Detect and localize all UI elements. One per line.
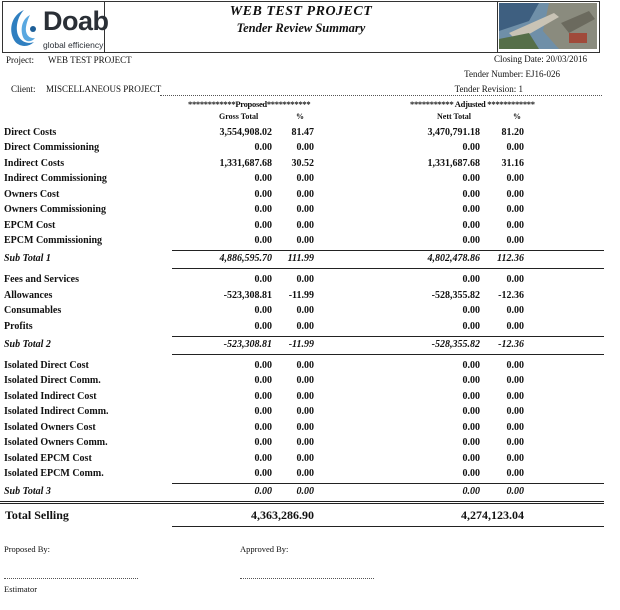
- gross-pct-cell: 81.47: [291, 127, 314, 138]
- nett-pct-cell: 0.00: [506, 468, 524, 479]
- gross-pct-cell: 0.00: [296, 422, 314, 433]
- gross-pct-cell: -11.99: [288, 290, 314, 301]
- nett-pct-cell: 0.00: [506, 437, 524, 448]
- approved-by-label: Approved By:: [240, 544, 289, 554]
- gross-pct-cell: 0.00: [296, 142, 314, 153]
- row-label: Isolated Indirect Cost: [4, 391, 97, 402]
- gross-total-cell: 0.00: [254, 453, 272, 464]
- company-logo: [3, 2, 109, 52]
- gross-pct-cell: 0.00: [296, 235, 314, 246]
- proposed-signature-line: [4, 578, 138, 579]
- table-row: [0, 142, 620, 157]
- table-row: [0, 220, 620, 235]
- row-label: Owners Commissioning: [4, 204, 106, 215]
- total-double-rule: [0, 501, 604, 504]
- row-label: EPCM Cost: [4, 220, 56, 231]
- table-row: [0, 235, 620, 250]
- report-title: WEB TEST PROJECT: [229, 4, 373, 19]
- gross-pct-cell: 0.00: [296, 220, 314, 231]
- nett-total-cell: 0.00: [462, 391, 480, 402]
- row-label: Indirect Costs: [4, 158, 65, 169]
- gross-total-cell: 1,331,687.68: [219, 158, 272, 169]
- nett-pct-cell: 0.00: [506, 375, 524, 386]
- table-row: [0, 321, 620, 336]
- gross-total-cell: 0.00: [254, 321, 272, 332]
- gross-pct-cell: 0.00: [296, 173, 314, 184]
- nett-total-cell: 0.00: [462, 422, 480, 433]
- tender-number: Tender Number: EJ16-026: [464, 69, 560, 79]
- proposed-banner: ************Proposed***********: [188, 99, 311, 109]
- gross-pct-cell: 0.00: [296, 360, 314, 371]
- gross-total-cell: 0.00: [254, 235, 272, 246]
- row-label: Isolated Indirect Comm.: [4, 406, 109, 417]
- nett-total-cell: 0.00: [462, 220, 480, 231]
- client-value: MISCELLANEOUS PROJECT: [46, 84, 162, 94]
- nett-total-cell: 0.00: [462, 142, 480, 153]
- report-header: [2, 1, 600, 53]
- gross-pct-cell: 0.00: [296, 391, 314, 402]
- subtotal-row: [0, 253, 620, 268]
- nett-total-cell: 0.00: [462, 437, 480, 448]
- gross-pct-cell: 0.00: [296, 486, 314, 497]
- table-row: [0, 391, 620, 406]
- table-row: [0, 375, 620, 390]
- gross-total-cell: 0.00: [254, 360, 272, 371]
- nett-pct-cell: -12.36: [498, 339, 524, 350]
- table-row: [0, 189, 620, 204]
- aerial-image-icon: [499, 3, 597, 49]
- approved-signature-line: [240, 578, 374, 579]
- row-label: Sub Total 2: [4, 339, 51, 350]
- table-row: [0, 127, 620, 142]
- row-label: Owners Cost: [4, 189, 60, 200]
- nett-total-cell: 0.00: [462, 204, 480, 215]
- nett-pct-cell: 0.00: [506, 305, 524, 316]
- nett-pct-cell: 0.00: [506, 486, 524, 497]
- gross-total-cell: 0.00: [254, 391, 272, 402]
- total-underline: [172, 526, 604, 527]
- total-selling-label: Total Selling: [5, 508, 69, 522]
- adjusted-banner: *********** Adjusted ************: [410, 99, 535, 109]
- closing-date: Closing Date: 20/03/2016: [494, 54, 587, 64]
- nett-total-cell: 0.00: [462, 360, 480, 371]
- gross-pct-cell: 30.52: [291, 158, 314, 169]
- row-label: EPCM Commissioning: [4, 235, 103, 246]
- nett-pct-cell: 0.00: [506, 321, 524, 332]
- subtotal-rule: [172, 268, 604, 269]
- nett-pct-cell: -12.36: [498, 290, 524, 301]
- nett-total-cell: 4,802,478.86: [427, 253, 480, 264]
- gross-total-cell: -523,308.81: [223, 290, 272, 301]
- gross-pct-cell: 0.00: [296, 375, 314, 386]
- nett-pct-cell: 0.00: [506, 406, 524, 417]
- gross-pct-cell: 0.00: [296, 189, 314, 200]
- nett-total-cell: -528,355.82: [431, 339, 480, 350]
- client-label: Client:: [11, 84, 36, 94]
- project-label: Project:: [6, 55, 34, 65]
- row-label: Direct Commissioning: [4, 142, 100, 153]
- table-row: [0, 360, 620, 375]
- nett-total-cell: 0.00: [462, 453, 480, 464]
- logo-wordmark: Doab: [43, 6, 109, 36]
- row-label: Isolated Owners Comm.: [4, 437, 108, 448]
- site-aerial-photo: [497, 2, 599, 52]
- row-label: Isolated Direct Comm.: [4, 375, 101, 386]
- table-row: [0, 406, 620, 421]
- row-label: Consumables: [4, 305, 62, 316]
- nett-pct-cell: 0.00: [506, 391, 524, 402]
- nett-pct-cell: 31.16: [501, 158, 524, 169]
- table-row: [0, 274, 620, 289]
- total-nett-value: 4,274,123.04: [461, 508, 524, 522]
- gross-total-cell: 0.00: [254, 375, 272, 386]
- table-row: [0, 158, 620, 173]
- subtotal-row: [0, 486, 620, 501]
- gross-total-cell: 0.00: [254, 437, 272, 448]
- gross-total-cell: 0.00: [254, 142, 272, 153]
- row-label: Sub Total 3: [4, 486, 51, 497]
- nett-total-cell: 0.00: [462, 406, 480, 417]
- nett-total-cell: 0.00: [462, 235, 480, 246]
- gross-total-cell: 0.00: [254, 468, 272, 479]
- gross-total-cell: -523,308.81: [223, 339, 272, 350]
- nett-pct-cell: 0.00: [506, 235, 524, 246]
- nett-total-cell: 3,470,791.18: [427, 127, 480, 138]
- report-subtitle: Tender Review Summary: [236, 21, 366, 35]
- nett-pct-header: %: [513, 112, 521, 121]
- gross-total-cell: 3,554,908.02: [219, 127, 272, 138]
- gross-total-cell: 0.00: [254, 189, 272, 200]
- estimator-label: Estimator: [4, 584, 38, 594]
- total-gross-value: 4,363,286.90: [251, 508, 314, 522]
- table-row: [0, 437, 620, 452]
- table-row: [0, 453, 620, 468]
- gross-total-cell: 4,886,595.70: [219, 253, 272, 264]
- row-label: Isolated Owners Cost: [4, 422, 96, 433]
- gross-total-cell: 0.00: [254, 406, 272, 417]
- row-label: Direct Costs: [4, 127, 57, 138]
- tender-revision: Tender Revision: 1: [454, 84, 523, 94]
- gross-pct-cell: 0.00: [296, 204, 314, 215]
- gross-pct-cell: 111.99: [287, 253, 314, 264]
- gross-pct-cell: 0.00: [296, 321, 314, 332]
- nett-pct-cell: 0.00: [506, 453, 524, 464]
- row-label: Profits: [4, 321, 33, 332]
- table-row: [0, 173, 620, 188]
- gross-total-cell: 0.00: [254, 486, 272, 497]
- nett-pct-cell: 0.00: [506, 142, 524, 153]
- proposed-by-label: Proposed By:: [4, 544, 51, 554]
- gross-total-cell: 0.00: [254, 220, 272, 231]
- subtotal-rule: [172, 483, 604, 484]
- gross-pct-header: %: [296, 112, 304, 121]
- table-row: [0, 468, 620, 483]
- nett-total-cell: 0.00: [462, 321, 480, 332]
- nett-total-cell: 0.00: [462, 305, 480, 316]
- nett-pct-cell: 0.00: [506, 204, 524, 215]
- gross-pct-cell: 0.00: [296, 437, 314, 448]
- nett-total-header: Nett Total: [437, 112, 471, 121]
- gross-pct-cell: 0.00: [296, 305, 314, 316]
- table-row: [0, 290, 620, 305]
- logo-tagline: global efficiency: [43, 40, 104, 50]
- info-separator: [160, 95, 602, 96]
- row-label: Allowances: [4, 290, 53, 301]
- nett-total-cell: 0.00: [462, 274, 480, 285]
- gross-pct-cell: -11.99: [288, 339, 314, 350]
- row-label: Isolated EPCM Comm.: [4, 468, 104, 479]
- table-row: [0, 422, 620, 437]
- subtotal-rule: [172, 336, 604, 337]
- gross-total-cell: 0.00: [254, 204, 272, 215]
- gross-pct-cell: 0.00: [296, 406, 314, 417]
- gross-total-cell: 0.00: [254, 422, 272, 433]
- nett-total-cell: 0.00: [462, 173, 480, 184]
- row-label: Fees and Services: [4, 274, 79, 285]
- nett-pct-cell: 0.00: [506, 360, 524, 371]
- nett-total-cell: 0.00: [462, 189, 480, 200]
- nett-pct-cell: 0.00: [506, 173, 524, 184]
- table-row: [0, 204, 620, 219]
- nett-pct-cell: 112.36: [497, 253, 524, 264]
- nett-pct-cell: 0.00: [506, 274, 524, 285]
- gross-pct-cell: 0.00: [296, 453, 314, 464]
- gross-total-cell: 0.00: [254, 173, 272, 184]
- nett-total-cell: 1,331,687.68: [427, 158, 480, 169]
- nett-total-cell: 0.00: [462, 468, 480, 479]
- subtotal-rule: [172, 354, 604, 355]
- nett-total-cell: -528,355.82: [431, 290, 480, 301]
- nett-pct-cell: 0.00: [506, 422, 524, 433]
- gross-pct-cell: 0.00: [296, 468, 314, 479]
- project-value: WEB TEST PROJECT: [48, 55, 132, 65]
- gross-total-cell: 0.00: [254, 305, 272, 316]
- subtotal-row: [0, 339, 620, 354]
- nett-pct-cell: 0.00: [506, 220, 524, 231]
- logo-swirl-icon: [6, 7, 42, 49]
- gross-pct-cell: 0.00: [296, 274, 314, 285]
- row-label: Indirect Commissioning: [4, 173, 107, 184]
- row-label: Isolated EPCM Cost: [4, 453, 92, 464]
- nett-pct-cell: 81.20: [501, 127, 524, 138]
- nett-pct-cell: 0.00: [506, 189, 524, 200]
- row-label: Isolated Direct Cost: [4, 360, 89, 371]
- table-row: [0, 305, 620, 320]
- nett-total-cell: 0.00: [462, 375, 480, 386]
- gross-total-header: Gross Total: [219, 112, 259, 121]
- row-label: Sub Total 1: [4, 253, 51, 264]
- nett-total-cell: 0.00: [462, 486, 480, 497]
- gross-total-cell: 0.00: [254, 274, 272, 285]
- subtotal-rule: [172, 250, 604, 251]
